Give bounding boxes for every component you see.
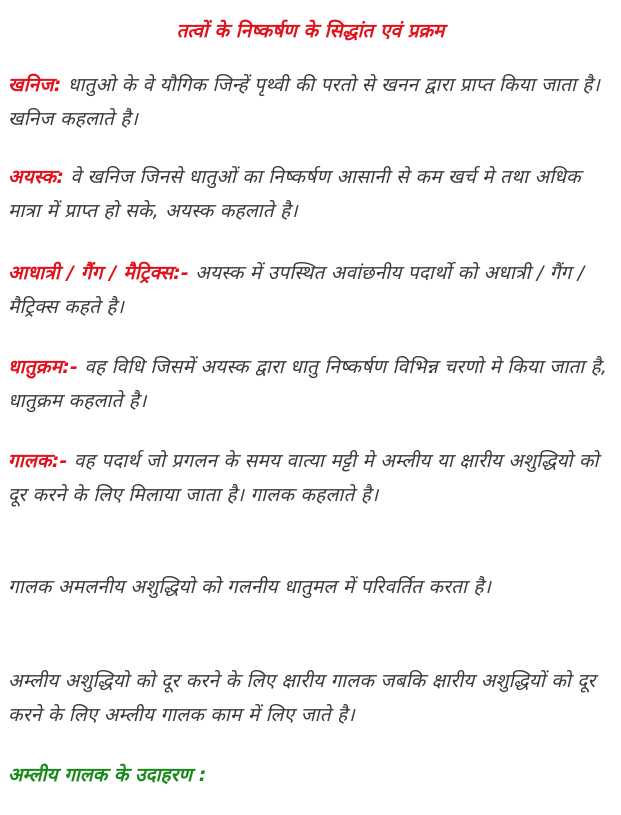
section-heading-acidic-flux-examples: अम्लीय गालक के उदाहरण : <box>8 764 207 786</box>
term-metallurgy: धातुक्रम:- <box>8 356 79 378</box>
definition-ore <box>8 160 613 228</box>
term-gangue: आधात्री / गैंग / मैट्रिक्स:- <box>8 262 189 284</box>
definition-gangue <box>8 256 613 324</box>
flux-explanation: गालक अमलनीय अशुद्धियो को गलनीय धातुमल में परिवर्तित करता है। <box>8 576 492 598</box>
page-title: तत्वों के निष्कर्षण के सिद्धांत एवं प्रक्रम <box>176 20 445 42</box>
definition-text: वह विधि जिसमें अयस्क द्वारा धातु निष्कर्षण विभिन्न चरणो मे किया जाता है, धातुक्रम कहलाते है। <box>8 356 608 412</box>
definition-text: धातुओ के वे यौगिक जिन्हें पृथ्वी की परतो से खनन द्वारा प्राप्त किया जाता है। खनिज कहलाते है। <box>8 74 601 130</box>
definition-flux <box>8 444 613 512</box>
definition-mineral <box>8 68 613 136</box>
term-mineral: खनिज: <box>8 74 62 96</box>
term-ore: अयस्क: <box>8 166 65 188</box>
definition-text: वे खनिज जिनसे धातुओं का निष्कर्षण आसानी से कम खर्च मे तथा अधिक मात्रा में प्राप्त हो सके, अयस्क कहलाते है। <box>8 166 581 222</box>
definition-text: अयस्क में उपस्थित अवांछनीय पदार्थो को अधात्री / गैंग / मैट्रिक्स कहते है। <box>8 262 585 318</box>
term-flux: गालक:- <box>8 450 68 472</box>
flux-usage: अम्लीय अशुद्धियो को दूर करने के लिए क्षारीय गालक जबकि क्षारीय अशुद्धियों को दूर करने के लिए अम्लीय गालक काम में लिए जाते है। <box>8 670 596 726</box>
definition-text: वह पदार्थ जो प्रगलन के समय वात्या मट्टी मे अम्लीय या क्षारीय अशुद्धियो को दूर करने के लिए मिलाया जाता है। गालक कहलाते है। <box>8 450 599 506</box>
definition-metallurgy <box>8 350 613 418</box>
